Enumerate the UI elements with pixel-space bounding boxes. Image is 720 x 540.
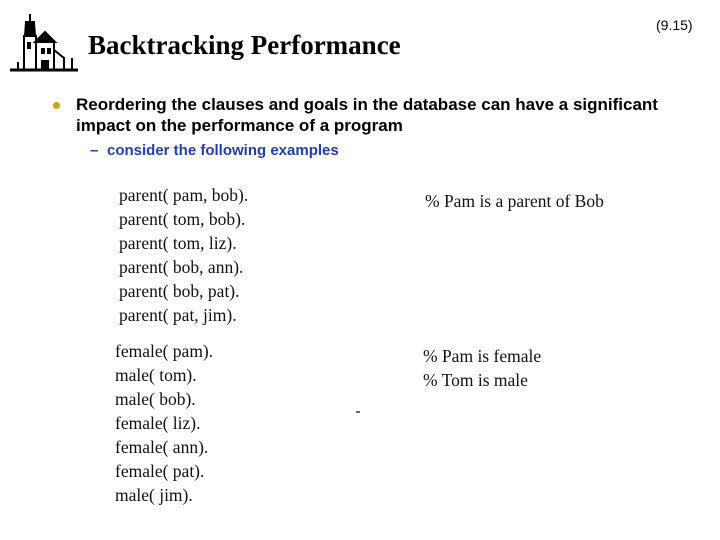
sub-bullet-dash: – — [90, 142, 99, 159]
parent-facts: parent( pam, bob). parent( tom, bob). parent( tom, liz). parent( bob, ann). parent( bob, pat). parent( pat, jim). — [119, 185, 249, 325]
slide-title: Backtracking Performance — [88, 30, 401, 60]
slide-number: (9.15) — [656, 17, 693, 33]
sub-bullet-text: consider the following examples — [107, 142, 339, 159]
castle-logo-icon — [8, 10, 80, 76]
stray-mark — [356, 411, 360, 413]
bullet-dot-icon — [53, 102, 60, 109]
sub-bullet-item — [90, 142, 339, 159]
bullet-text: Reordering the clauses and goals in the database can have a significant impact on the performance of a program — [76, 95, 658, 135]
sex-facts: female( pam). male( tom). male( bob). female( liz). female( ann). female( pat). male( jim). — [115, 341, 214, 505]
parent-comment: % Pam is a parent of Bob — [425, 191, 604, 211]
sex-comments: % Pam is female % Tom is male — [423, 346, 542, 390]
